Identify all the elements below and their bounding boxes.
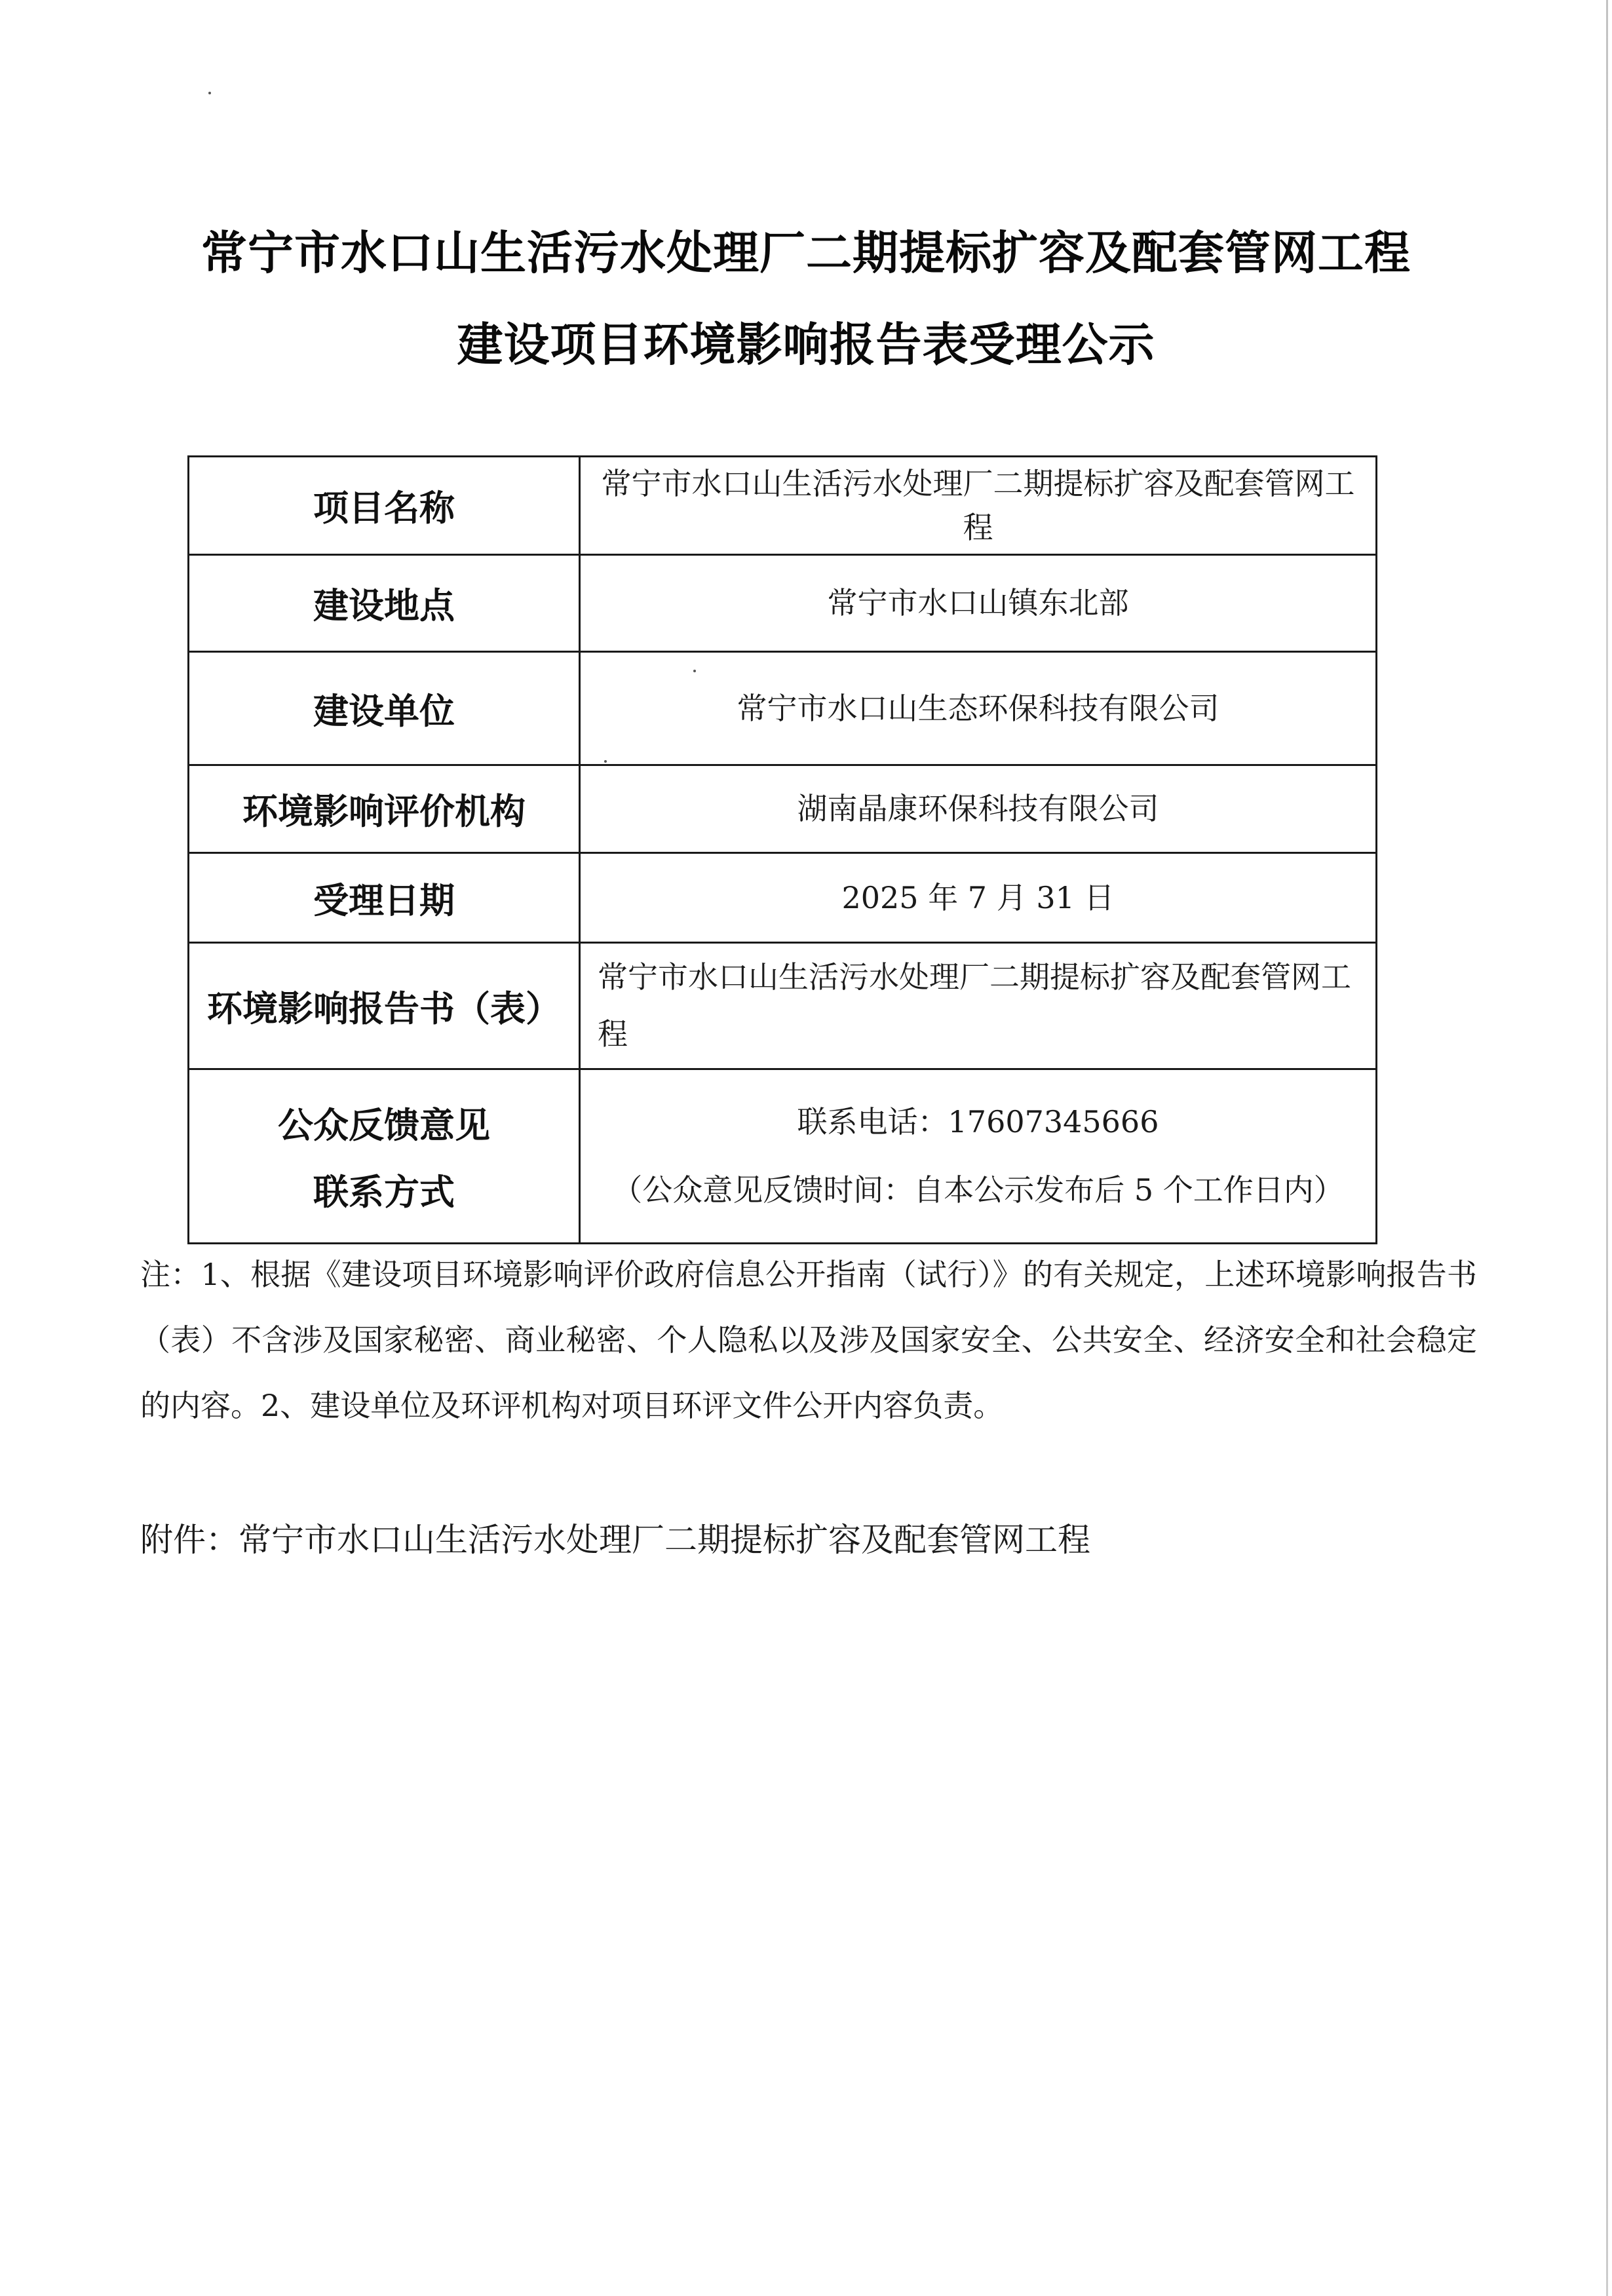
label-eia-agency: 环境影响评价机构 xyxy=(189,765,580,853)
value-location: 常宁市水口山镇东北部 xyxy=(580,555,1377,652)
page-title-line-2: 建设项目环境影响报告表受理公示 xyxy=(457,318,1155,372)
table-row-accept-date xyxy=(189,853,1377,943)
value-feedback xyxy=(580,1069,1377,1244)
table-row-location xyxy=(189,555,1377,652)
label-feedback-line-1: 公众反馈意见 xyxy=(278,1105,490,1146)
label-builder: 建设单位 xyxy=(189,652,580,765)
feedback-period: （公众意见反馈时间：自本公示发布后 5 个工作日内） xyxy=(612,1172,1344,1208)
page-title-line-1: 常宁市水口山生活污水处理厂二期提标扩容及配套管网工程 xyxy=(201,226,1411,280)
value-accept-date: 2025 年 7 月 31 日 xyxy=(580,853,1377,943)
table-row-builder xyxy=(189,652,1377,765)
value-eia-agency: 湖南晶康环保科技有限公司 xyxy=(580,765,1377,853)
table-row-eia-agency xyxy=(189,765,1377,853)
label-location: 建设地点 xyxy=(189,555,580,652)
label-project-name: 项目名称 xyxy=(189,457,580,555)
table-row-project-name xyxy=(189,457,1377,555)
note-text: 注：1、根据《建设项目环境影响评价政府信息公开指南（试行）》的有关规定，上述环境影响报告书（表）不含涉及国家秘密、商业秘密、个人隐私以及涉及国家安全、公共安全、经济安全和社会稳定的内容。2、建设单位及环评机构对项目环评文件公开内容负责。 xyxy=(140,1257,1477,1423)
table-row-report xyxy=(189,943,1377,1069)
attachment-line: 附件：常宁市水口山生活污水处理厂二期提标扩容及配套管网工程 xyxy=(140,1521,1090,1559)
label-feedback-line-2: 联系方式 xyxy=(313,1172,455,1213)
label-report: 环境影响报告书（表） xyxy=(189,943,580,1069)
table-row-feedback xyxy=(189,1069,1377,1244)
label-accept-date: 受理日期 xyxy=(189,853,580,943)
value-project-name: 常宁市水口山生活污水处理厂二期提标扩容及配套管网工程 xyxy=(580,457,1377,555)
scan-speck xyxy=(208,92,211,94)
feedback-phone: 联系电话：17607345666 xyxy=(797,1104,1159,1139)
value-report: 常宁市水口山生活污水处理厂二期提标扩容及配套管网工程 xyxy=(580,943,1377,1069)
project-info-table xyxy=(187,455,1377,1244)
value-builder: 常宁市水口山生态环保科技有限公司 xyxy=(580,652,1377,765)
label-feedback xyxy=(189,1069,580,1244)
